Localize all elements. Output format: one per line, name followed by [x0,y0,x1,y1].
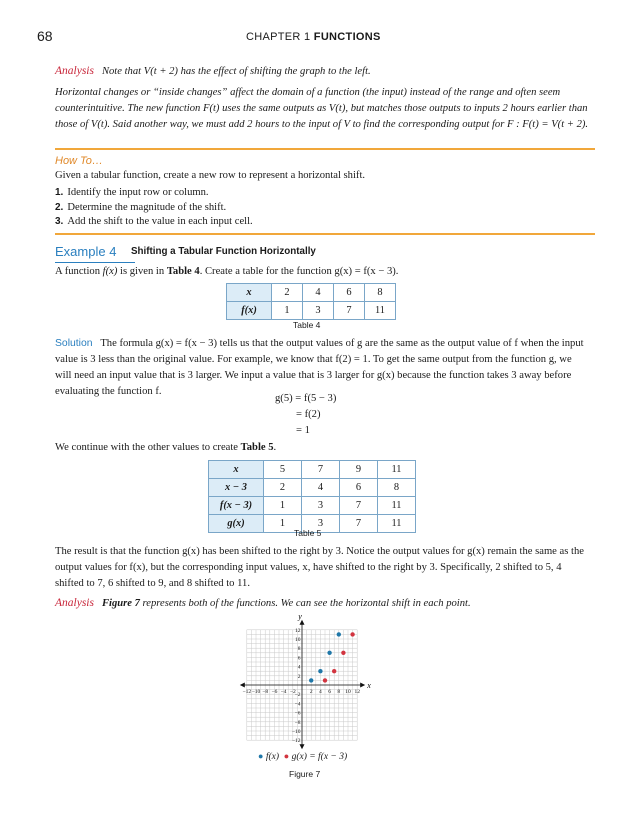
table-5 [208,460,416,533]
x-tick-label: 12 [354,689,360,695]
x-axis-arrow [360,683,365,688]
table-cell: 1 [272,302,303,320]
continue-table-ref: Table 5 [240,442,274,453]
table-cell: 7 [340,497,378,515]
equation-line-2: = f(2) [296,409,321,420]
table-cell: 4 [302,479,340,497]
analysis-note-1 [55,63,575,80]
table-cell: 2 [264,479,302,497]
x-tick-label: −12 [242,689,252,695]
example-prompt [55,264,575,280]
data-point-f [327,651,331,655]
howto-intro: Given a tabular function, create a new row to represent a horizontal shift. [55,170,366,181]
data-point-f [318,669,322,673]
figure-7-chart [230,612,380,757]
x-tick-label: −6 [271,689,278,695]
x-tick-label: −4 [280,689,287,695]
x-axis-label: x [367,681,371,690]
analysis-text: represents both of the functions. We can see the horizontal shift in each point. [139,598,471,609]
table-cell: 2 [272,284,303,302]
chapter-header [246,31,381,43]
analysis-tag: Analysis [55,65,94,77]
legend-f: f(x) [265,752,279,762]
figure-ref: Figure 7 [101,598,140,609]
example-underline [55,262,135,263]
howto-step [55,186,575,201]
y-tick-label: −12 [291,738,301,745]
x-tick-label: 4 [319,689,322,695]
y-tick-label: −8 [294,719,301,726]
y-tick-label: −6 [294,710,301,717]
analysis-line: Note that V(t + 2) has the effect of shifting the graph to the left. [101,66,371,77]
solution-text [55,336,590,400]
data-point-g [341,651,345,655]
y-tick-label: −10 [291,729,301,735]
table-row [227,284,396,302]
analysis-note-2 [55,595,575,612]
y-tick-label: 2 [297,673,301,680]
prompt-fx: f(x) [102,266,118,277]
howto-steps [55,186,575,230]
data-point-g [350,632,354,636]
table-cell: 5 [264,461,302,479]
legend-g: g(x) = f(x − 3) [291,752,348,762]
continue-suffix: . [273,442,277,453]
row-header: x [227,284,272,302]
howto-step [55,215,575,230]
table-cell: 6 [334,284,365,302]
data-point-g [323,678,327,682]
table-cell: 11 [378,515,416,533]
figure-caption: Figure 7 [289,769,321,779]
table-row [209,479,416,497]
row-header: x − 3 [209,479,264,497]
x-tick-label: −2 [289,689,296,695]
x-tick-label: −8 [262,689,269,695]
data-point-f [337,632,341,636]
x-tick-label: 6 [328,689,331,695]
figure-legend [258,751,347,762]
step-text: Identify the input row or column. [67,187,209,198]
table-cell: 9 [340,461,378,479]
x-tick-label: 2 [309,689,313,695]
step-text: Determine the magnitude of the shift. [67,201,227,213]
row-header: g(x) [209,515,264,533]
table-cell: 7 [340,515,378,533]
data-point-g [332,669,336,673]
table-cell: 1 [264,497,302,515]
y-tick-label: 8 [297,646,301,653]
x-tick-label: −10 [251,689,261,695]
row-header: x [209,461,264,479]
table-cell: 3 [302,497,340,515]
y-tick-label: 6 [297,655,301,662]
x-axis-arrow [240,683,245,688]
table-cell: 3 [302,515,340,533]
solution-body: The formula g(x) = f(x − 3) tells us that the output values of g are the same as the output value of f when the input value is 3 less than the original value. For example, we know that f(2) = 1. To get the same output from the function g, we will need an input value that is 3 larger. We input a value that is 3 larger for g(x) because the function takes 3 away before evaluating the function f. [55,338,584,397]
table-cell: 7 [302,461,340,479]
y-tick-label: −2 [294,692,301,699]
equation-line-1: g(5) = f(5 − 3) [275,393,337,404]
analysis-tag: Analysis [55,597,94,609]
table-row [227,302,396,320]
howto-top-rule [55,148,595,150]
equation-line-3: = 1 [296,425,310,436]
table-cell: 7 [334,302,365,320]
table-cell: 8 [378,479,416,497]
continue-text [55,440,575,456]
table-cell: 11 [378,497,416,515]
x-tick-label: 10 [345,689,351,695]
y-tick-label: 10 [295,637,301,643]
chapter-prefix: CHAPTER 1 [246,31,311,43]
row-header: f(x) [227,302,272,320]
row-header: f(x − 3) [209,497,264,515]
table-5-caption: Table 5 [294,528,322,538]
table-cell: 3 [303,302,334,320]
y-tick-label: 12 [295,627,301,634]
table-cell: 11 [378,461,416,479]
solution-label: Solution [55,338,93,349]
table-row [209,461,416,479]
continue-prefix: We continue with the other values to create [55,442,241,453]
result-text: The result is that the function g(x) has been shifted to the right by 3. Notice the output values for g(x) remain the same as the output values for f(x), but the corresponding input values, x, have shifted to the right by 3. Specifically, 2 shifted to 5, 4 shifted to 7, 6 shifted to 9, and 8 shifted to 11. [55,546,584,589]
page-number: 68 [37,28,53,44]
table-cell: 6 [340,479,378,497]
table-cell: 4 [303,284,334,302]
table-4 [226,283,396,320]
chapter-title: FUNCTIONS [313,31,381,43]
prompt-text: . Create a table for the function g(x) = f(x − 3). [199,266,399,277]
table-4-caption: Table 4 [293,320,321,330]
y-axis-label: y [298,612,302,621]
step-number: 2. [55,201,64,213]
legend-marker-g: ● [283,751,290,761]
step-text: Add the shift to the value in each input cell. [67,216,253,227]
step-number: 3. [55,216,64,227]
table-row [209,497,416,515]
prompt-text: A function [55,266,103,277]
analysis-body: Horizontal changes or “inside changes” affect the domain of a function (the input) instead of the range and often seem counterintuitive. The new function F(t) uses the same outputs as V(t), but matches those outputs to inputs 2 hours earlier than those of V(t). Said another way, we must add 2 hours to the input of V to find the corresponding output for F : F(t) = V(t + 2). [55,87,589,130]
table-cell: 11 [365,302,396,320]
example-label: Example 4 [55,244,117,259]
step-number: 1. [55,187,64,198]
legend-marker-f: ● [258,751,264,761]
howto-step [55,201,575,216]
y-tick-label: 4 [297,664,301,671]
prompt-table-ref: Table 4 [166,266,200,277]
howto-tag: How To… [55,155,103,167]
data-point-f [309,678,313,682]
table-cell: 8 [365,284,396,302]
x-tick-label: 8 [337,689,341,695]
table-cell: 1 [264,515,302,533]
y-axis-arrow [300,744,305,749]
example-title: Shifting a Tabular Function Horizontally [131,246,316,257]
y-tick-label: −4 [294,701,301,708]
prompt-text: is given in [117,266,167,277]
howto-bottom-rule [55,233,595,235]
